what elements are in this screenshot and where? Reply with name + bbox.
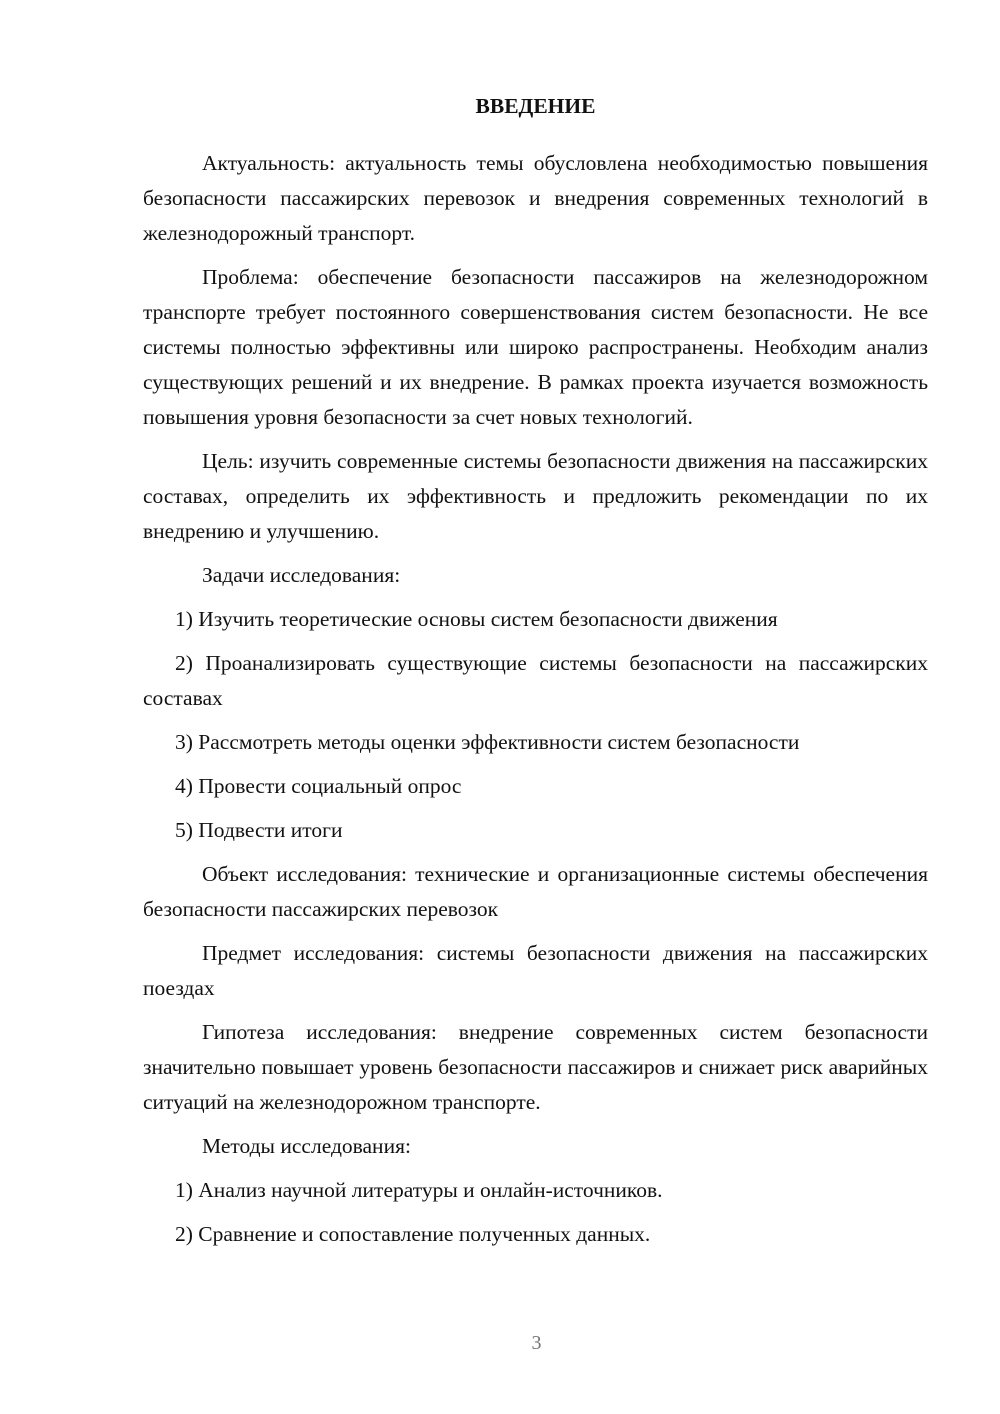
paragraph-goal: Цель: изучить современные системы безопасности движения на пассажирских составах, определить их эффективность и предложить рекомендации по их внедрению и улучшению. [143,449,928,543]
paragraph-subject: Предмет исследования: системы безопасности движения на пассажирских поездах [143,941,928,1000]
methods-title: Методы исследования: [202,1134,411,1158]
method-item-1: 1) Анализ научной литературы и онлайн-источников. [175,1178,663,1202]
paragraph-problem: Проблема: обеспечение безопасности пассажиров на железнодорожном транспорте требует постоянного совершенствования систем безопасности. Не все системы полностью эффективны или широко распространены. Необходим анализ существующих решений и их внедрение. В рамках проекта изучается возможность повышения уровня безопасности за счет новых технологий. [143,265,928,429]
method-item-2: 2) Сравнение и сопоставление полученных данных. [175,1222,651,1246]
paragraph-object: Объект исследования: технические и организационные системы обеспечения безопасности пассажирских перевозок [143,862,928,921]
task-item-5: 5) Подвести итоги [175,818,343,842]
paragraph-hypothesis: Гипотеза исследования: внедрение современных систем безопасности значительно повышает уровень безопасности пассажиров и снижает риск аварийных ситуаций на железнодорожном транспорте. [143,1020,928,1114]
task-item-1: 1) Изучить теоретические основы систем безопасности движения [175,607,778,631]
tasks-title: Задачи исследования: [202,563,401,587]
page-number: 3 [531,1332,542,1354]
task-item-3: 3) Рассмотреть методы оценки эффективности систем безопасности [175,730,800,754]
page-title: ВВЕДЕНИЕ [475,94,596,118]
task-item-2: 2) Проанализировать существующие системы безопасности на пассажирских составах [143,651,928,710]
task-item-4: 4) Провести социальный опрос [175,774,462,798]
document-page [143,92,928,1261]
paragraph-relevance: Актуальность: актуальность темы обусловлена необходимостью повышения безопасности пассажирских перевозок и внедрения современных технологий в железнодорожный транспорт. [143,151,928,245]
